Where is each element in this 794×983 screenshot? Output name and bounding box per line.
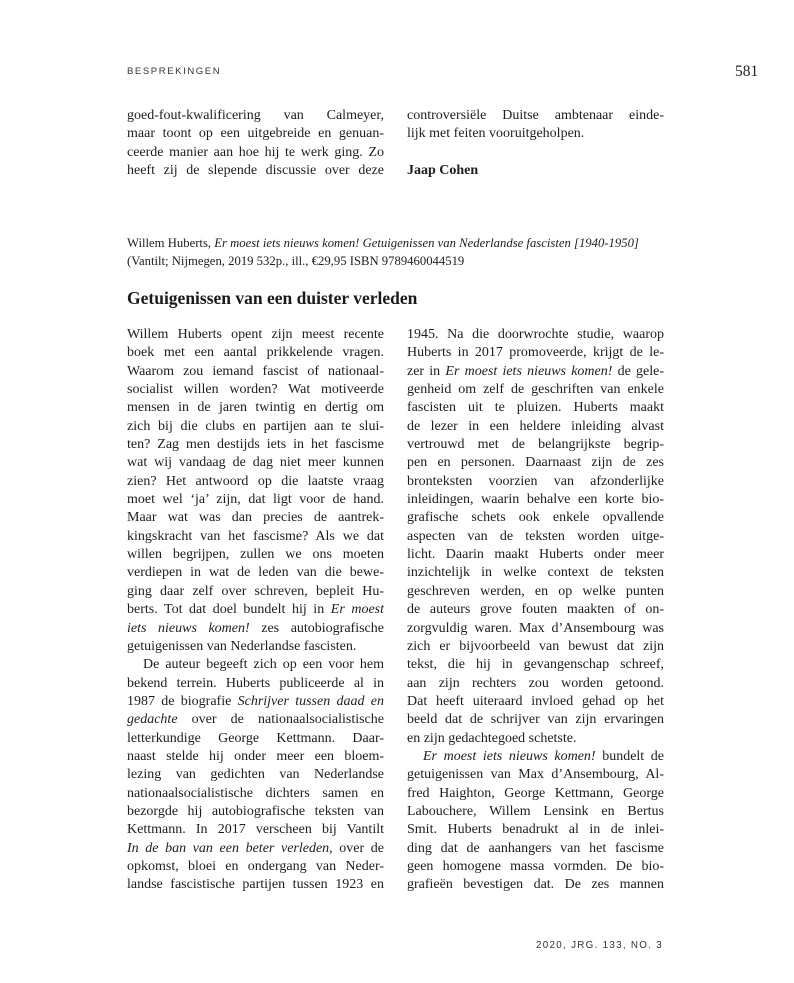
- text-line: Willem Huberts, Er moest iets nieuws komen! Getuigenissen van Nederlandse fascisten [1940-1950]: [127, 236, 639, 250]
- text-line: moet wel ‘ja’ zijn, dat ligt voor de hand.: [127, 492, 384, 508]
- prev-review-left-column: [127, 107, 384, 180]
- text-line: aan zijn rechters zou worden getoond.: [407, 675, 664, 691]
- text-line: bronteksten voorzien van afzonderlijke: [407, 473, 664, 489]
- text-line: Maar wat was dan precies de aantrek-: [127, 510, 384, 526]
- text-line: grafieën bevestigen dat. De zes mannen: [407, 877, 664, 893]
- text-line: inzichtelijk in welke context de teksten: [407, 565, 664, 581]
- text-line: boek met een aantal prikkelende vragen.: [127, 345, 384, 361]
- text-line: grafische schets ook enkele opvallende: [407, 510, 664, 526]
- text-line: tekst, die hij in gevangenschap schreef,: [407, 657, 664, 673]
- text-line: zich bij die clubs en partijen aan te slui-: [127, 418, 384, 434]
- text-line: gedachte over de nationaalsocialistische: [127, 712, 384, 728]
- text-line: verdiepen in wat de leden van die bewe-: [127, 565, 384, 581]
- text-line: Dat heeft uiteraard invloed gehad op het: [407, 693, 664, 709]
- text-line: controversiële Duitse ambtenaar einde-: [407, 108, 664, 123]
- text-line: mensen in de jaren twintig en dertig om: [127, 400, 384, 416]
- journal-issue-footer: 2020, JRG. 133, NO. 3: [536, 940, 663, 951]
- text-line: 1987 de biografie Schrijver tussen daad en: [127, 693, 384, 709]
- text-line: lezing van gedichten van Nederlandse: [127, 767, 384, 783]
- text-line: de auteurs grove fouten maakten of on-: [407, 602, 664, 618]
- text-line: landse fascistische partijen tussen 1923 en: [127, 877, 384, 893]
- text-line: zer in Er moest iets nieuws komen! de gele-: [407, 363, 664, 379]
- text-line: Kettmann. In 2017 verscheen bij Vantilt: [127, 822, 384, 838]
- text-line: iets nieuws komen! zes autobiografische: [127, 620, 384, 636]
- text-line: Willem Huberts opent zijn meest recente: [127, 327, 384, 342]
- text-line: Waarom zou iemand fascist of nationaal-: [127, 363, 384, 379]
- text-line: (Vantilt; Nijmegen, 2019 532p., ill., €29,95 ISBN 9789460044519: [127, 254, 465, 269]
- text-line: geen homogene massa vormden. De bio-: [407, 858, 664, 874]
- text-line: genheid om zelf de geschriften van enkele: [407, 382, 664, 398]
- text-line: inleidingen, waarin behalve een korte bio-: [407, 492, 664, 508]
- text-line: lijk met feiten vooruitgeholpen.: [407, 126, 585, 142]
- text-line: ding dat de aanhangers van het fascisme: [407, 840, 664, 856]
- book-citation: [127, 234, 687, 270]
- text-line: maar toont op een uitgebreide en genuan-: [127, 126, 384, 142]
- page-number: 581: [735, 63, 759, 80]
- text-line: willen begrijpen, zullen we ons moeten: [127, 547, 384, 563]
- text-line: zich er bijvoorbeeld van bewust dat zijn: [407, 638, 664, 654]
- text-line: Er moest iets nieuws komen! bundelt de: [423, 748, 664, 764]
- text-line: en zijn gedachtegoed schetste.: [407, 730, 577, 746]
- text-line: naast stelde hij onder meer een bloem-: [127, 748, 384, 764]
- text-line: nationaalsocialistische dichters samen en: [127, 785, 384, 801]
- text-line: beeld dat de schrijver van zijn ervaringen: [407, 712, 664, 728]
- text-line: vertrouwd met de belangrijkste begrip-: [407, 437, 664, 453]
- text-line: Labouchere, Willem Lensink en Bertus: [407, 803, 664, 819]
- text-line: De auteur begeeft zich op een voor hem: [143, 657, 384, 673]
- running-title: BESPREKINGEN: [127, 66, 222, 77]
- review-section-heading: Getuigenissen van een duister verleden: [127, 288, 418, 308]
- text-line: ging daar zelf over schreven, bepleit Hu-: [127, 583, 384, 599]
- text-line: goed-fout-kwalificering van Calmeyer,: [127, 108, 384, 123]
- text-line: Smit. Huberts benadrukt al in de inlei-: [407, 822, 664, 838]
- text-line: opkomst, bloei en ondergang van Neder-: [127, 858, 384, 874]
- text-line: getuigenissen van Max d’Ansembourg, Al-: [407, 767, 664, 783]
- text-line: heeft zij de slepende discussie over deze: [127, 163, 384, 179]
- text-line: ceerde manier aan hoe hij te werk ging. Zo: [127, 144, 384, 160]
- text-line: zorgvuldig waren. Max d’Ansembourg was: [407, 620, 664, 636]
- text-line: geschreven werden, en op welke punten: [407, 583, 664, 599]
- review-author-signature: Jaap Cohen: [407, 163, 479, 179]
- text-line: ten? Zag men destijds iets in het fascisme: [127, 437, 384, 453]
- text-line: zien? Het antwoord op die laatste vraag: [127, 473, 384, 489]
- text-line: licht. Daarin maakt Huberts onder meer: [407, 547, 664, 563]
- text-line: socialist willen worden? Wat motiveerde: [127, 382, 384, 398]
- text-line: wat wij vandaag de dag niet meer kunnen: [127, 455, 384, 471]
- text-line: bekend terrein. Huberts publiceerde al in: [127, 675, 384, 691]
- text-line: aspecten van de teksten worden uitge-: [407, 528, 664, 544]
- text-line: berts. Tot dat doel bundelt hij in Er moest: [127, 602, 384, 618]
- prev-review-right-column: [407, 107, 664, 180]
- text-line: fred Haighton, George Kettmann, George: [407, 785, 664, 801]
- text-line: 1945. Na die doorwrochte studie, waarop: [407, 327, 664, 342]
- review-right-column: [407, 326, 664, 895]
- text-line: de lezer in een heldere inleiding alvast: [407, 418, 664, 434]
- text-line: Huberts in 2017 promoveerde, krijgt de le-: [407, 345, 664, 361]
- text-line: bezorgde hij autobiografische teksten van: [127, 803, 384, 819]
- review-left-column: [127, 326, 384, 895]
- prev-review-right-lines: [407, 107, 664, 144]
- text-line: getuigenissen van Nederlandse fascisten.: [127, 638, 357, 654]
- text-line: kingskracht van het fascisme? Als we dat: [127, 528, 384, 544]
- text-line: pen en personen. Daarnaast zijn de zes: [407, 455, 664, 471]
- text-line: letterkundige George Kettmann. Daar-: [127, 730, 384, 746]
- text-line: fascisten uit te pluizen. Huberts maakt: [407, 400, 664, 416]
- text-line: In de ban van een beter verleden, over de: [127, 840, 384, 856]
